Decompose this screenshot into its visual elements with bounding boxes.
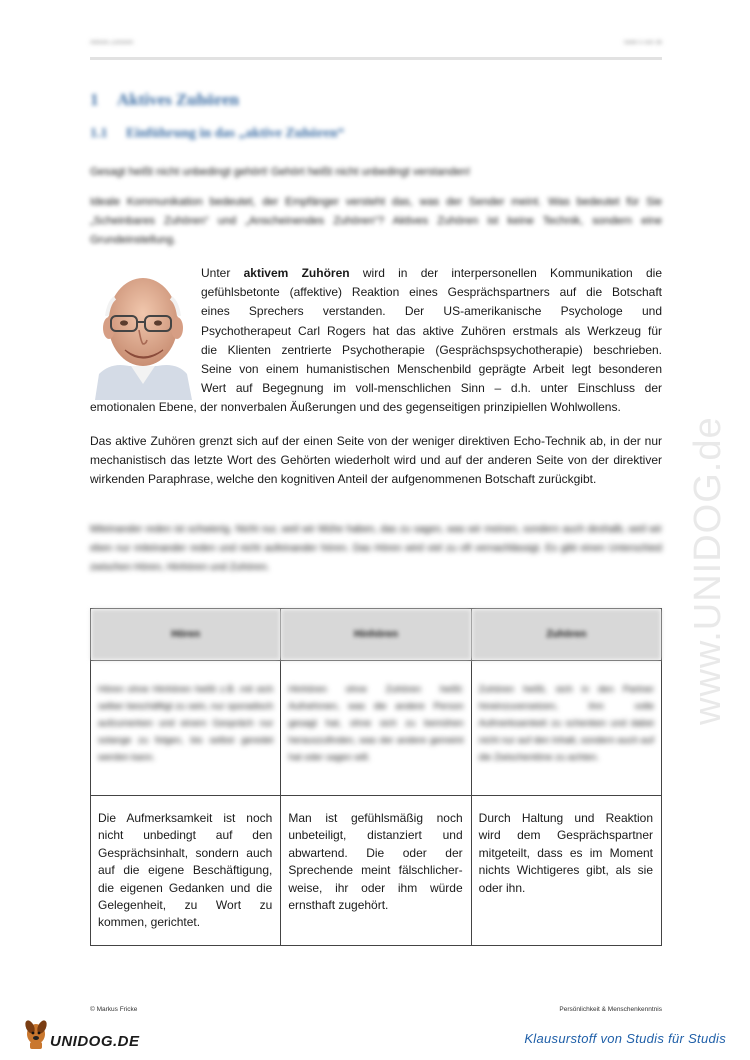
intro-paragraph-1: Gesagt heißt nicht unbedingt gehört! Gehört heißt nicht unbedingt verstanden!	[90, 166, 471, 178]
footer-author: © Markus Fricke	[90, 1006, 138, 1013]
heading-2-number: 1.1	[90, 126, 108, 141]
para3-line-1	[90, 264, 662, 283]
table-cell: Durch Haltung und Reaktion wird dem Gesprächspartner mitgeteilt, dass es im Moment nichts Wichtigeres gibt, als sie oder ihn.	[471, 796, 661, 946]
intro-paragraph-2: Ideale Kommunikation bedeutet, der Empfänger versteht das, was der Sender meint. Was bedeutet für Sie „Scheinbares Zuhören“ und „Anscheinendes Zuhören“? Aktives Zuhören ist keine Technik, sondern eine Grundeinstellung.	[90, 196, 662, 246]
active-listening-paragraph	[90, 264, 662, 418]
table-row	[91, 661, 662, 796]
footer-tagline: Klausurstoff von Studis für Studis	[524, 1031, 726, 1046]
echo-technique-paragraph: Das aktive Zuhören grenzt sich auf der einen Seite von der weniger direktiven Echo-Technik ab, in der nur mechanistisch das letzte Wort des Gehörten wiederholt wird und auf der anderen Seite von der direktiver wirkenden Paraphrase, welche den kognitiven Anteil der aufgenommenen Botschaft zurückgibt.	[90, 434, 662, 487]
heading-1	[90, 90, 239, 110]
para3-line: Psychotherapeut Carl Rogers hat das aktive Zuhören erstmals als Werkzeug für	[201, 323, 662, 338]
heading-1-text: Aktives Zuhören	[117, 90, 240, 109]
header-divider	[90, 57, 662, 60]
table-header-row	[91, 609, 662, 661]
table-cell: Man ist gefühlsmäßig noch unbeteiligt, distanziert und abwartend. Die oder der Sprechende meint fälschlicher-weise, ihr oder ihm würde ernsthaft zugehört.	[281, 796, 471, 946]
unidog-watermark	[688, 280, 728, 730]
table-cell: Hinhören ohne Zuhören heißt: Aufnehmen, was die andere Person gesagt hat, ohne sich zu bemühen herauszufinden, was der andere gemeint hat oder sagen will.	[281, 661, 471, 796]
column-header-hoeren: Hören	[91, 609, 281, 661]
table-cell: Die Aufmerksamkeit ist noch nicht unbedingt auf den Gesprächsinhalt, sondern auch auf die eigene Beschäftigung, die eigenen Gedanken und die Gelegenheit, zu Wort zu kommen, gerichtet.	[91, 796, 281, 946]
para3-lead: Unter	[201, 266, 244, 280]
para3-line1-rest: wird in der interpersonellen Kommunikation die	[349, 266, 663, 280]
para3-line: Wert auf Begegnung im voll-menschlichen Sinn – d.h. unter Einschluss der	[201, 381, 662, 396]
heading-1-number: 1	[90, 90, 99, 109]
watermark-text: www.UNIDOG.de	[688, 416, 728, 725]
page-header	[90, 40, 662, 46]
header-left: Aktives Zuhören	[90, 40, 134, 46]
table-cell: Zuhören heißt, sich in den Partner hineinzuversetzen, ihm volle Aufmerksamkeit zu schenken und dabei nicht nur auf den Inhalt, sondern auch auf die Zwischentöne zu achten.	[471, 661, 661, 796]
column-header-zuhoeren: Zuhören	[471, 609, 661, 661]
footer-course: Persönlichkeit & Menschenkenntnis	[559, 1006, 662, 1013]
heading-2	[90, 126, 344, 142]
listening-paragraph: Miteinander reden ist schwierig. Nicht nur, weil wir Mühe haben, das zu sagen, was wir meinen, sondern auch deshalb, weil wir eben nur miteinander reden und nicht aufeinander hören. Das Hören wird viel zu oft vernachlässigt. Es gibt einen Unterschied zwischen Hören, Hinhören und Zuhören.	[90, 524, 662, 573]
table-row	[91, 796, 662, 946]
unidog-logo[interactable]	[22, 1014, 152, 1052]
logo-text: UNIDOG.DE	[50, 1033, 140, 1050]
header-right: Seite 5 von 36	[623, 40, 662, 46]
para3-line: eines Sprechers verstanden. Der US-amerikanische Psychologe und	[201, 304, 662, 319]
para3-last-line: emotionalen Ebene, der nonverbalen Äußerungen und des gegenseitigen prinzipiellen Wohlwollens.	[90, 400, 621, 415]
listening-table	[90, 608, 662, 946]
para3-line: gefühlsbetonte (affektive) Reaktion eines Gesprächspartners auf die Botschaft	[201, 285, 662, 300]
column-header-hinhoeren: Hinhören	[281, 609, 471, 661]
para3-line: Seine von einem humanistischen Menschenbild geprägte Arbeit legt besonderen	[201, 362, 662, 377]
heading-2-text: Einführung in das „aktive Zuhören“	[126, 126, 345, 141]
aktivem-zuhoeren-bold: aktivem Zuhören	[243, 266, 350, 280]
table-cell: Hören ohne Hinhören heißt z.B. mit sich selber beschäftigt zu sein, nur sporadisch aufzumerken und einem Gespräch nur solange zu folgen, bis selbst geredet werden kann.	[91, 661, 281, 796]
para3-line: die Klienten zentrierte Psychotherapie (Gesprächspsychotherapie) beschrieben.	[201, 342, 662, 357]
